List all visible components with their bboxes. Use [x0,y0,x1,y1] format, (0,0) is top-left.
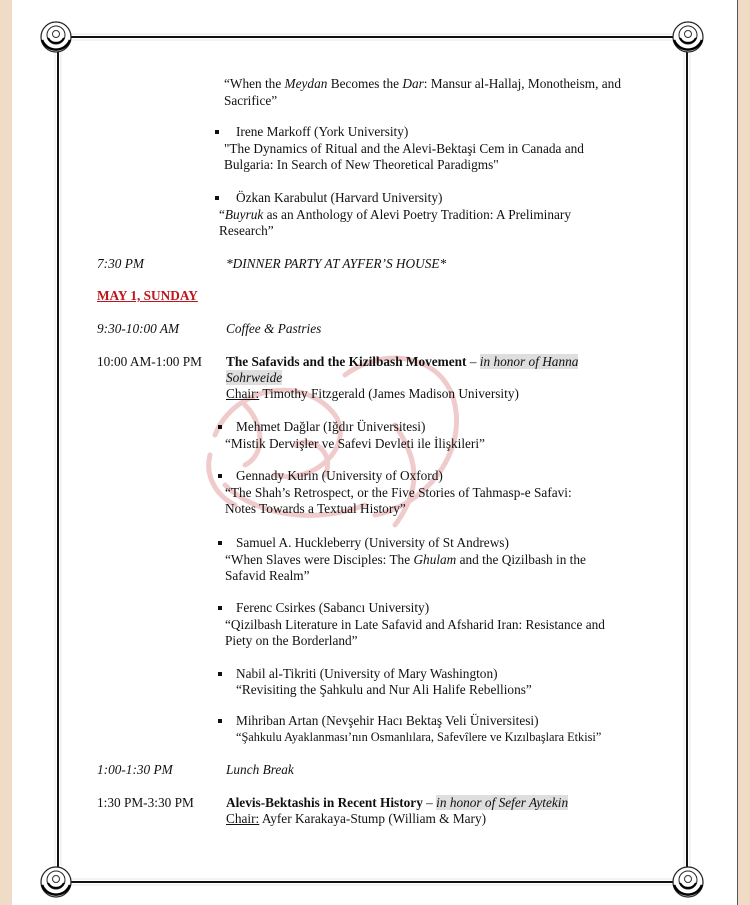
session-time: 10:00 AM-1:00 PM [97,354,202,369]
bullet-icon [218,425,222,429]
speaker-name: Mehmet Dağlar (Iğdır Üniversitesi) [236,419,426,434]
schedule-label-lunch: Lunch Break [226,762,294,777]
talk-title-line2: Notes Towards a Textual History” [225,501,406,516]
session-honoree-line2: Sohrweide [226,370,283,385]
bullet-icon [215,196,219,200]
bullet-icon [218,719,222,723]
talk-title-line2: Bulgaria: In Search of New Theoretical Paradigms" [224,157,499,172]
talk-title-line2: Safavid Realm” [225,568,310,583]
talk-title-line2: Piety on the Borderland” [225,633,358,648]
talk-title: “Buyruk as an Anthology of Alevi Poetry Tradition: A Preliminary [219,207,571,222]
frame-border-left [57,50,59,870]
speaker-name: Gennady Kurin (University of Oxford) [236,468,443,483]
talk-title: “Mistik Dervişler ve Safevi Devleti ile İlişkileri” [225,436,485,451]
session-title: The Safavids and the Kizilbash Movement – in honor of Hanna [226,354,579,369]
talk-title: “The Shah’s Retrospect, or the Five Stories of Tahmasp-e Safavi: [225,485,572,500]
speaker-name: Özkan Karabulut (Harvard University) [236,190,443,205]
schedule-label-coffee: Coffee & Pastries [226,321,322,336]
page-margin-left [0,0,12,905]
session-title: Alevis-Bektashis in Recent History – in honor of Sefer Aytekin [226,795,569,810]
talk-title-continued: “When the Meydan Becomes the Dar: Mansur al-Hallaj, Monotheism, and [224,76,621,91]
speaker-name: Irene Markoff (York University) [236,124,409,139]
frame-corner-ornament-top-left [39,20,73,54]
frame-corner-ornament-top-right [671,20,705,54]
speaker-name: Ferenc Csirkes (Sabancı University) [236,600,430,615]
frame-border-bottom [57,881,687,883]
bullet-icon [218,541,222,545]
speaker-name: Mihriban Artan (Nevşehir Hacı Bektaş Veli Üniversitesi) [236,713,539,728]
frame-corner-ornament-bottom-left [39,865,73,899]
talk-title: “Qizilbash Literature in Late Safavid and Afsharid Iran: Resistance and [225,617,605,632]
talk-title: “When Slaves were Disciples: The Ghulam and the Qizilbash in the [225,552,586,567]
bullet-icon [218,474,222,478]
frame-border-top [57,36,687,38]
talk-title: "The Dynamics of Ritual and the Alevi-Bektaşi Cem in Canada and [224,141,584,156]
page-margin-right [737,0,750,905]
talk-title: “Şahkulu Ayaklanması’nın Osmanlılara, Safevîlere ve Kızılbaşlara Etkisi” [236,730,602,744]
schedule-time-coffee: 9:30-10:00 AM [97,321,180,336]
speaker-name: Samuel A. Huckleberry (University of St Andrews) [236,535,509,550]
bullet-icon [218,672,222,676]
session-time: 1:30 PM-3:30 PM [97,795,194,810]
session-chair: Chair: Timothy Fitzgerald (James Madison University) [226,386,519,401]
session-chair: Chair: Ayfer Karakaya-Stump (William & Mary) [226,811,487,826]
frame-border-right [686,50,688,870]
talk-title: “Revisiting the Şahkulu and Nur Ali Halife Rebellions” [236,682,532,697]
bullet-icon [215,130,219,134]
frame-corner-ornament-bottom-right [671,865,705,899]
speaker-name: Nabil al-Tikriti (University of Mary Washington) [236,666,498,681]
schedule-time-lunch: 1:00-1:30 PM [97,762,173,777]
schedule-time-dinner: 7:30 PM [97,256,144,271]
day-heading: MAY 1, SUNDAY [97,288,198,303]
schedule-label-dinner: *DINNER PARTY AT AYFER’S HOUSE* [226,256,447,271]
bullet-icon [218,606,222,610]
talk-title-continued-line2: Sacrifice” [224,93,278,108]
talk-title-line2: Research” [219,223,274,238]
